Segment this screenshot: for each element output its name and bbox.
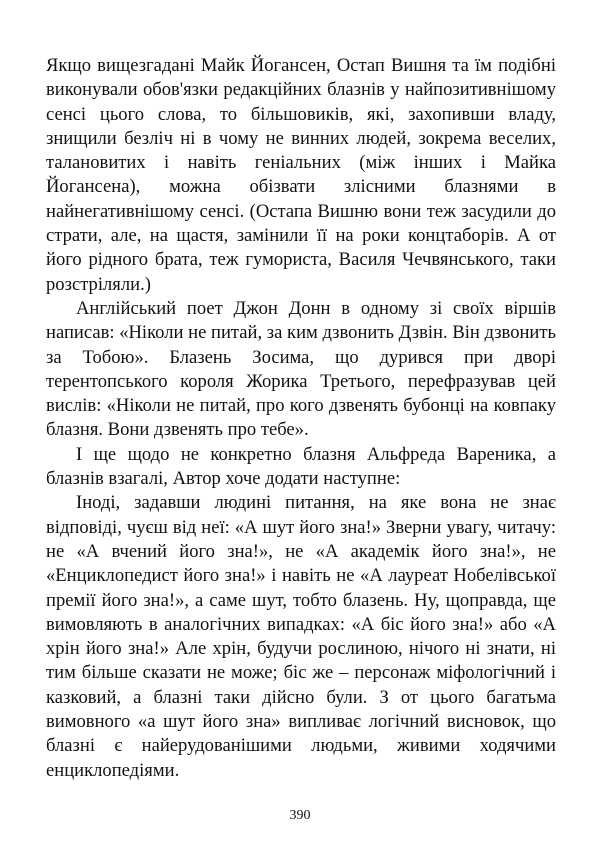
paragraph-1: Якщо вищезгадані Майк Йогансен, Остап Вишня та їм подібні виконували обов'язки редакційних блазнів у найпозитивнішому сенсі цього слова, то більшовиків, які, захопивши владу, знищили безліч ні в чому не винних людей, зокрема веселих, талановитих і навіть геніальних (між інших і Майка Йогансена), можна обізвати злісними блазнями в найнегативнішому сенсі. (Остапа Вишню вони теж засудили до страти, але, на щастя, замінили її на роки концтаборів. А от його рідного брата, теж гумориста, Василя Чечвянського, таки розстріляли.): [46, 55, 556, 295]
page-number: 390: [289, 808, 311, 823]
paragraph-3: І ще щодо не конкретно блазня Альфреда Вареника, а блазнів взагалі, Автор хоче додати наступне:: [46, 443, 556, 490]
paragraph-4: Іноді, задавши людині питання, на яке вона не знає відповіді, чуєш від неї: «А шут його зна!» Зверни увагу, читачу: не «А вчений його зна!», не «А академік його зна!», не «Енциклопедист його зна!» і навіть не «А лауреат Нобелівської премії його зна!», а саме шут, тобто блазень. Ну, щоправда, ще вимовляють в аналогічних випадках: «А біс його зна!» або «А хрін його зна!» Але хрін, будучи рослиною, нічого ні знати, ні тим більше сказати не може; біс же – персонаж міфологічний і казковий, а блазні таки дійсно були. З от цього багатьма вимовного «а шут його зна» випливає логічний висновок, що блазні є найерудованішими людьми, живими ходячими енциклопедіями.: [46, 492, 556, 781]
page-body-text: [46, 54, 556, 783]
paragraph-2: Англійський поет Джон Донн в одному зі своїх віршів написав: «Ніколи не питай, за ким дзвонить Дзвін. Він дзвонить за Тобою». Блазень Зосима, що дурився при дворі терентопського короля Жорика Третього, перефразував цей вислів: «Ніколи не питай, про кого дзвенять бубонці на ковпаку блазня. Вони дзвенять про тебе».: [46, 297, 556, 441]
